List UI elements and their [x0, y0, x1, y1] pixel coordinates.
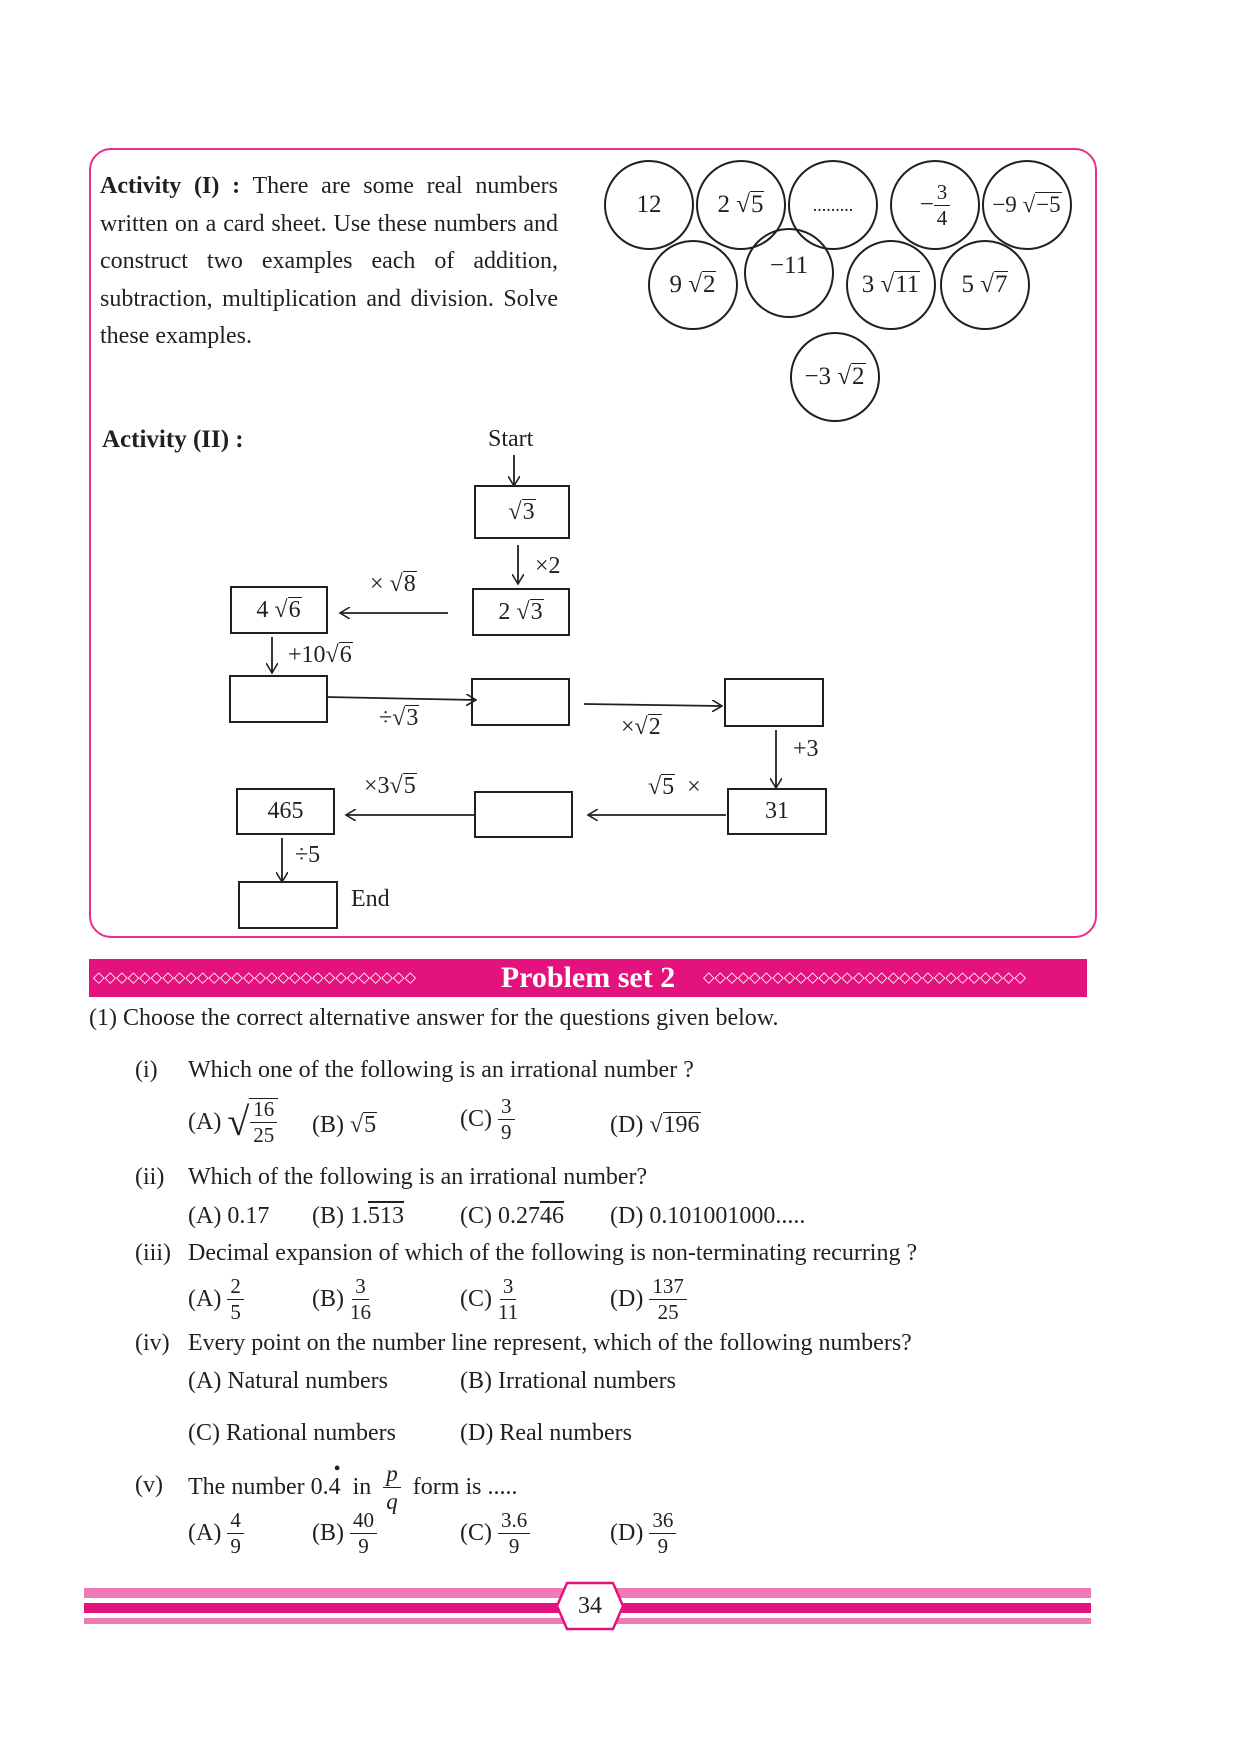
op-times-sqrt8: × √8 [370, 571, 416, 597]
op-symbol: +10 [288, 642, 326, 668]
q1-option-b: (B) √5 [312, 1112, 377, 1138]
op-plus10sqrt6: +10√6 [288, 642, 352, 668]
number-circle-9root2: 9 √ 2 [648, 240, 738, 330]
op-symbol: ×3 [364, 773, 390, 799]
fraction-numerator: 36 [649, 1510, 676, 1534]
flow-start-label: Start [488, 426, 534, 452]
q3-option-b [312, 1276, 371, 1323]
circle-coef: 3 [861, 271, 875, 298]
option-radicand: 5 [364, 1112, 377, 1138]
flow-box-2sqrt3: 2 √ 3 [472, 588, 570, 636]
q1-text: Which one of the following is an irrational number ? [188, 1057, 694, 1083]
circle-radicand: 5 [750, 191, 764, 219]
fraction-numerator: 16 [250, 1099, 277, 1123]
box-value: 31 [765, 798, 789, 824]
q2-option-c [460, 1203, 564, 1230]
number-circle-neg3root2: −3 √ 2 [790, 332, 880, 422]
q5-repeating-digit: 4 [328, 1473, 341, 1500]
fraction-numerator: 4 [227, 1510, 244, 1534]
fraction-numerator: 3 [498, 1096, 515, 1120]
fraction-denominator: 4 [936, 205, 948, 230]
circle-sign: − [919, 191, 934, 218]
q5-text-post: form is ..... [412, 1473, 518, 1500]
circle-radicand: 11 [895, 271, 920, 299]
option-fraction [227, 1510, 244, 1557]
op-radicand: 2 [648, 714, 661, 740]
flow-box-end-blank[interactable] [238, 881, 338, 929]
problem-intro: (1) Choose the correct alternative answer for the questions given below. [89, 1005, 779, 1031]
q5-option-b [312, 1510, 377, 1557]
q5-option-c [460, 1510, 530, 1557]
option-label: (C) [460, 1106, 492, 1132]
fraction-numerator: 3 [352, 1276, 369, 1300]
fraction-denominator: 25 [253, 1123, 275, 1147]
circle-radicand: −5 [1036, 192, 1061, 218]
option-label: (B) [312, 1520, 344, 1546]
op-symbol: × [370, 571, 384, 597]
q2-option-b [312, 1203, 404, 1230]
option-prefix: (B) 1. [312, 1203, 368, 1229]
number-circle-neg9-root-neg5: −9 √ −5 [982, 160, 1072, 250]
fraction-denominator: 16 [350, 1300, 371, 1324]
box-coef: 2 [498, 598, 511, 625]
fraction-denominator: q [386, 1488, 398, 1514]
arrow-div-sqrt3 [326, 697, 476, 700]
fraction-numerator: 3.6 [498, 1510, 530, 1534]
op-radicand: 5 [662, 774, 675, 800]
option-label: (A) [188, 1520, 222, 1546]
q1-option-c [460, 1096, 515, 1143]
flow-box-blank-2[interactable] [471, 678, 570, 726]
q2-option-a: (A) 0.17 [188, 1203, 270, 1229]
option-label: (B) [312, 1112, 344, 1138]
option-fraction [227, 1276, 244, 1323]
q3-option-a [188, 1276, 244, 1323]
flow-box-blank-4[interactable] [474, 791, 573, 838]
q4-text: Every point on the number line represent, which of the following numbers? [188, 1330, 912, 1356]
option-fraction [649, 1510, 676, 1557]
fraction-numerator: 137 [649, 1276, 687, 1300]
op-times-sqrt2: ×√2 [621, 714, 661, 740]
option-label: (D) [610, 1286, 644, 1312]
fraction-denominator: 5 [230, 1300, 241, 1324]
q4-option-b: (B) Irrational numbers [460, 1368, 676, 1394]
flow-box-blank-1[interactable] [229, 675, 328, 723]
box-coef: 4 [256, 596, 269, 623]
op-plus3: +3 [793, 736, 819, 762]
q3-option-d [610, 1276, 687, 1323]
box-radicand: 6 [288, 596, 301, 623]
fraction-denominator: 11 [498, 1300, 519, 1324]
fraction-numerator: 2 [227, 1276, 244, 1300]
box-radicand: 3 [522, 498, 535, 525]
q4-option-c: (C) Rational numbers [188, 1420, 396, 1446]
fraction-numerator: 3 [934, 182, 951, 206]
op-times3sqrt5: ×3√5 [364, 773, 416, 799]
circle-radicand: 2 [702, 271, 716, 299]
q3-number: (iii) [135, 1240, 171, 1266]
option-prefix: (C) 0.27 [460, 1203, 540, 1229]
q3-text: Decimal expansion of which of the following is non-terminating recurring ? [188, 1240, 918, 1266]
option-fraction [498, 1096, 515, 1143]
option-repeating: 513 [368, 1203, 404, 1229]
circle-value: ......... [812, 194, 854, 215]
box-value: 465 [267, 798, 304, 824]
op-sqrt5-times: √5 × [648, 774, 701, 800]
q2-option-d: (D) 0.101001000..... [610, 1203, 806, 1229]
number-circle-3root11: 3 √ 11 [846, 240, 936, 330]
fraction-denominator: 9 [508, 1534, 520, 1558]
option-fraction [350, 1276, 371, 1323]
q5-number: (v) [135, 1472, 163, 1498]
option-fraction [498, 1510, 530, 1557]
op-radicand: 8 [403, 571, 416, 597]
circle-coef: 9 [669, 271, 682, 298]
option-label: (A) [188, 1108, 222, 1135]
page-number: 34 [578, 1593, 602, 1619]
circle-radicand: 7 [994, 271, 1008, 299]
arrow-times-sqrt2 [584, 704, 722, 706]
option-label: (D) [610, 1112, 644, 1138]
option-label: (A) [188, 1286, 222, 1312]
box-radicand: 3 [530, 598, 543, 625]
q3-option-c [460, 1276, 518, 1323]
circle-coef: −9 [992, 192, 1017, 217]
q1-option-d: (D) √196 [610, 1112, 700, 1138]
circle-value: 12 [636, 191, 662, 218]
option-label: (C) [460, 1520, 492, 1546]
op-div5: ÷5 [295, 842, 321, 868]
flow-box-blank-3[interactable] [724, 678, 824, 727]
option-fraction [498, 1276, 518, 1323]
op-symbol: × [687, 774, 701, 800]
option-repeating: 46 [540, 1203, 564, 1229]
q1-option-a: (A) √ $\frac{16}{25}$ [188, 1098, 278, 1146]
option-label: (D) [610, 1520, 644, 1546]
op-symbol: ÷ [379, 705, 393, 731]
q4-number: (iv) [135, 1330, 170, 1356]
circle-coef: −3 [804, 363, 832, 390]
q5-p-over-q [383, 1462, 401, 1513]
q5-option-a [188, 1510, 244, 1557]
q5-text-mid: in [352, 1473, 372, 1500]
flow-end-label: End [351, 886, 390, 912]
q5-option-d [610, 1510, 676, 1557]
option-fraction [350, 1510, 377, 1557]
q4-option-a: (A) Natural numbers [188, 1368, 388, 1394]
option-radicand: 196 [663, 1112, 700, 1138]
op-symbol: × [621, 714, 635, 740]
banner-diamonds-left: ◇◇◇◇◇◇◇◇◇◇◇◇◇◇◇◇◇◇◇◇◇◇◇◇◇◇◇◇ [93, 970, 416, 986]
op-radicand: 5 [403, 773, 416, 799]
banner-diamonds-right: ◇◇◇◇◇◇◇◇◇◇◇◇◇◇◇◇◇◇◇◇◇◇◇◇◇◇◇◇ [703, 970, 1026, 986]
option-fraction [649, 1276, 687, 1323]
circle-coef: 2 [717, 191, 730, 218]
q2-text: Which of the following is an irrational number? [188, 1164, 648, 1190]
problem-set-banner [89, 959, 1087, 997]
circle-radicand: 2 [852, 363, 865, 391]
op-radicand: 6 [339, 642, 352, 668]
problem-set-title: Problem set 2 [500, 961, 676, 994]
activity1-text: There are some real numbers written on a card sheet. Use these numbers and construct two examples each of addition, subtraction, multiplication and division. Solve these examples. [100, 173, 559, 349]
number-circle-5root7: 5 √ 7 [940, 240, 1030, 330]
q4-option-d: (D) Real numbers [460, 1420, 632, 1446]
fraction-denominator: 9 [657, 1534, 669, 1558]
op-div-sqrt3: ÷√3 [379, 705, 419, 731]
activity1-heading: Activity (I) : [100, 173, 241, 199]
fraction-numerator: 3 [500, 1276, 517, 1300]
op-radicand: 3 [406, 705, 419, 731]
q1-number: (i) [135, 1057, 158, 1083]
circle-value: −11 [769, 252, 809, 279]
q2-number: (ii) [135, 1164, 165, 1190]
q5-text: The number 0. • 4 in $\frac{p}{q}$ form is ..... [188, 1457, 518, 1514]
fraction-denominator: 25 [657, 1300, 679, 1324]
option-fraction [249, 1098, 278, 1146]
q5-text-pre: The number 0. [188, 1473, 329, 1500]
circle-coef: 5 [961, 271, 974, 298]
flow-box-sqrt3: √ 3 [474, 485, 570, 539]
option-label: (C) [460, 1286, 492, 1312]
number-circle-2root5: 2 √ 5 [696, 160, 786, 250]
flow-box-4sqrt6: 4 √ 6 [230, 586, 328, 634]
op-times2: ×2 [535, 553, 561, 579]
fraction-numerator: 40 [350, 1510, 377, 1534]
flow-box-465 [236, 788, 335, 835]
fraction-denominator: 9 [358, 1534, 369, 1558]
fraction-numerator: p [383, 1462, 401, 1488]
option-label: (B) [312, 1286, 344, 1312]
activity2-heading: Activity (II) : [102, 426, 244, 453]
fraction-denominator: 9 [230, 1534, 241, 1558]
flow-box-31 [727, 788, 827, 835]
fraction-denominator: 9 [501, 1120, 512, 1144]
